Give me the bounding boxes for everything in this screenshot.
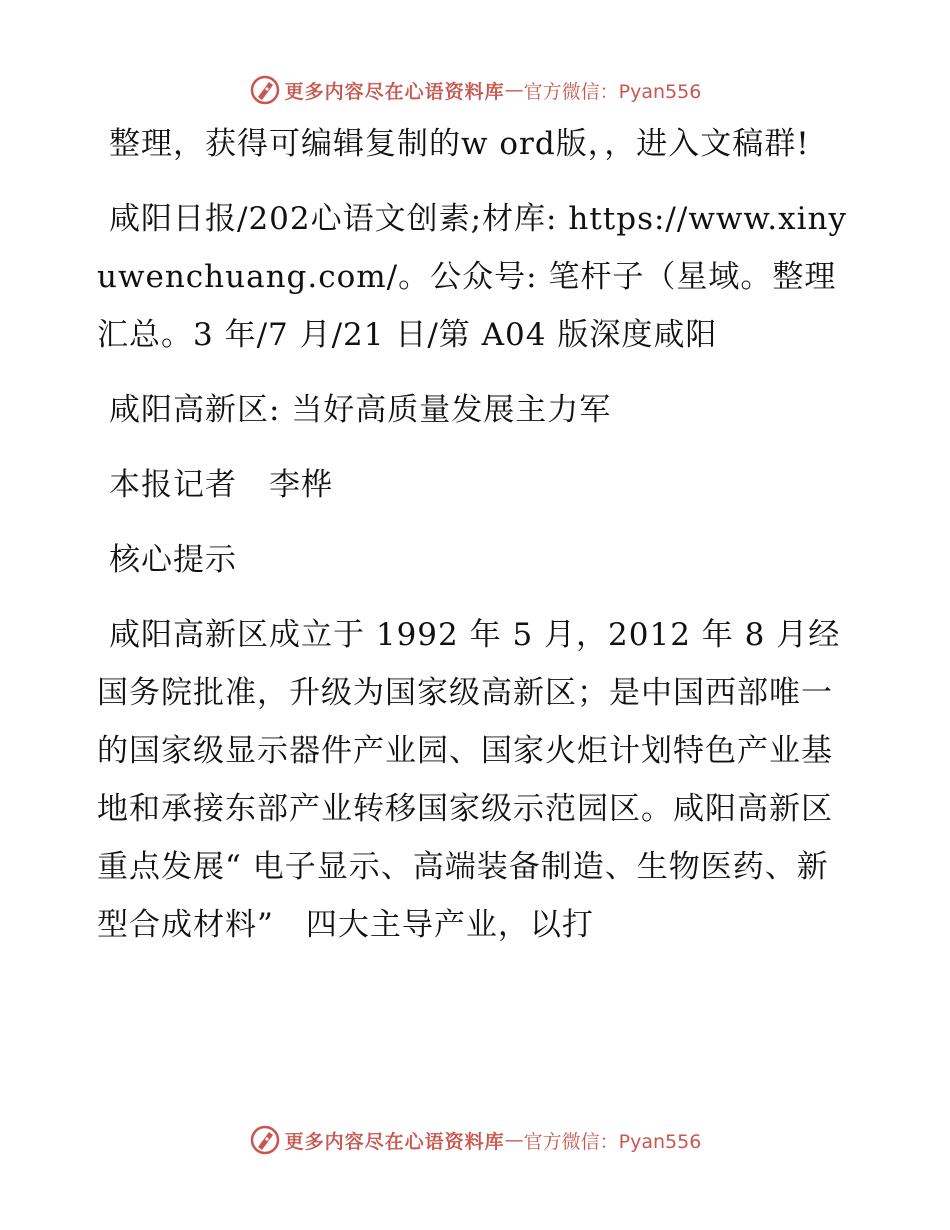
footer-tagline: 更多内容尽在心语资料库 bbox=[284, 1130, 505, 1153]
footer-separator: — bbox=[504, 1129, 524, 1151]
document-body bbox=[97, 115, 857, 971]
section-heading: 核心提示 bbox=[109, 542, 237, 578]
header-banner bbox=[0, 70, 950, 110]
header-tagline: 更多内容尽在心语资料库 bbox=[284, 80, 505, 103]
article-title: 咸阳高新区: 当好高质量发展主力军 bbox=[109, 392, 612, 428]
paragraph-body: 咸阳高新区成立于 1992 年 5 月，2012 年 8 月经国务院批准，升级为国家级高新区；是中国西部唯一的国家级显示器件产业园、国家火炬计划特色产业基地和承接东部产业转移国家级示范园区。咸阳高新区重点发展“ 电子显示、高端装备制造、生物医药、新型合成材料” 四大主导产业，以打 bbox=[97, 617, 841, 943]
pen-nib-logo-icon bbox=[249, 74, 281, 106]
paragraph-source: 咸阳日报/202心语文创素;材库: https://www.xinyuwenchuang.com/。公众号: 笔杆子（星域。整理汇总。3 年/7 月/21 日/第 A04 版深度咸阳 bbox=[97, 201, 847, 353]
header-wechat: 官方微信：Pyan556 bbox=[523, 80, 702, 103]
header-separator: — bbox=[504, 79, 524, 101]
article-byline: 本报记者 李桦 bbox=[109, 467, 333, 503]
footer-banner bbox=[0, 1120, 950, 1160]
paragraph-intro: 整理，获得可编辑复制的w ord版，，进入文稿群! bbox=[109, 126, 810, 162]
pen-nib-logo-icon bbox=[249, 1124, 281, 1156]
footer-wechat: 官方微信：Pyan556 bbox=[523, 1130, 702, 1153]
